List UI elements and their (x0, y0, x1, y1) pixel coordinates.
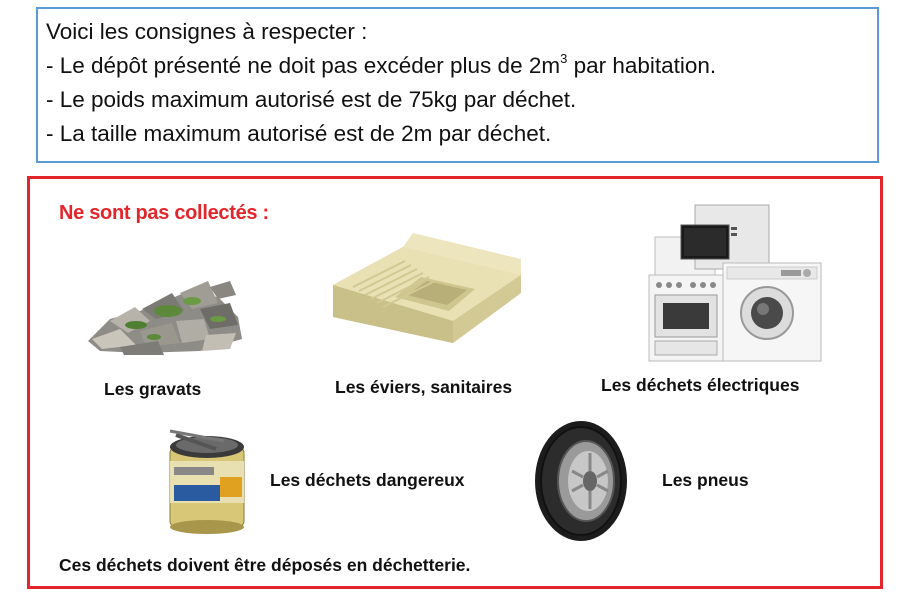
rubble-icon (80, 259, 250, 359)
rule-volume (46, 49, 877, 83)
rule-weight: - Le poids maximum autorisé est de 75kg par déchet. (46, 87, 577, 112)
not-collected-heading: Ne sont pas collectés : (59, 202, 269, 224)
appliances-icon (645, 201, 825, 363)
not-collected-box (27, 176, 883, 589)
sink-icon (325, 227, 525, 367)
rule-volume-suffix: par habitation. (567, 53, 717, 78)
tire-icon (532, 419, 630, 543)
rule-size: - La taille maximum autorisé est de 2m par déchet. (46, 121, 552, 146)
label-paint-can: Les déchets dangereux (270, 470, 465, 490)
paint-can-icon (160, 427, 252, 537)
label-tire: Les pneus (662, 470, 749, 490)
rules-box (36, 7, 879, 163)
label-appliances: Les déchets électriques (601, 375, 800, 395)
rules-title: Voici les consignes à respecter : (46, 19, 368, 44)
label-sink: Les éviers, sanitaires (335, 377, 513, 397)
rule-volume-text: - Le dépôt présenté ne doit pas excéder plus de 2m (46, 53, 561, 78)
label-rubble: Les gravats (104, 379, 202, 399)
rule-volume-exponent: 3 (560, 51, 568, 66)
footer-note: Ces déchets doivent être déposés en déchetterie. (59, 555, 471, 575)
